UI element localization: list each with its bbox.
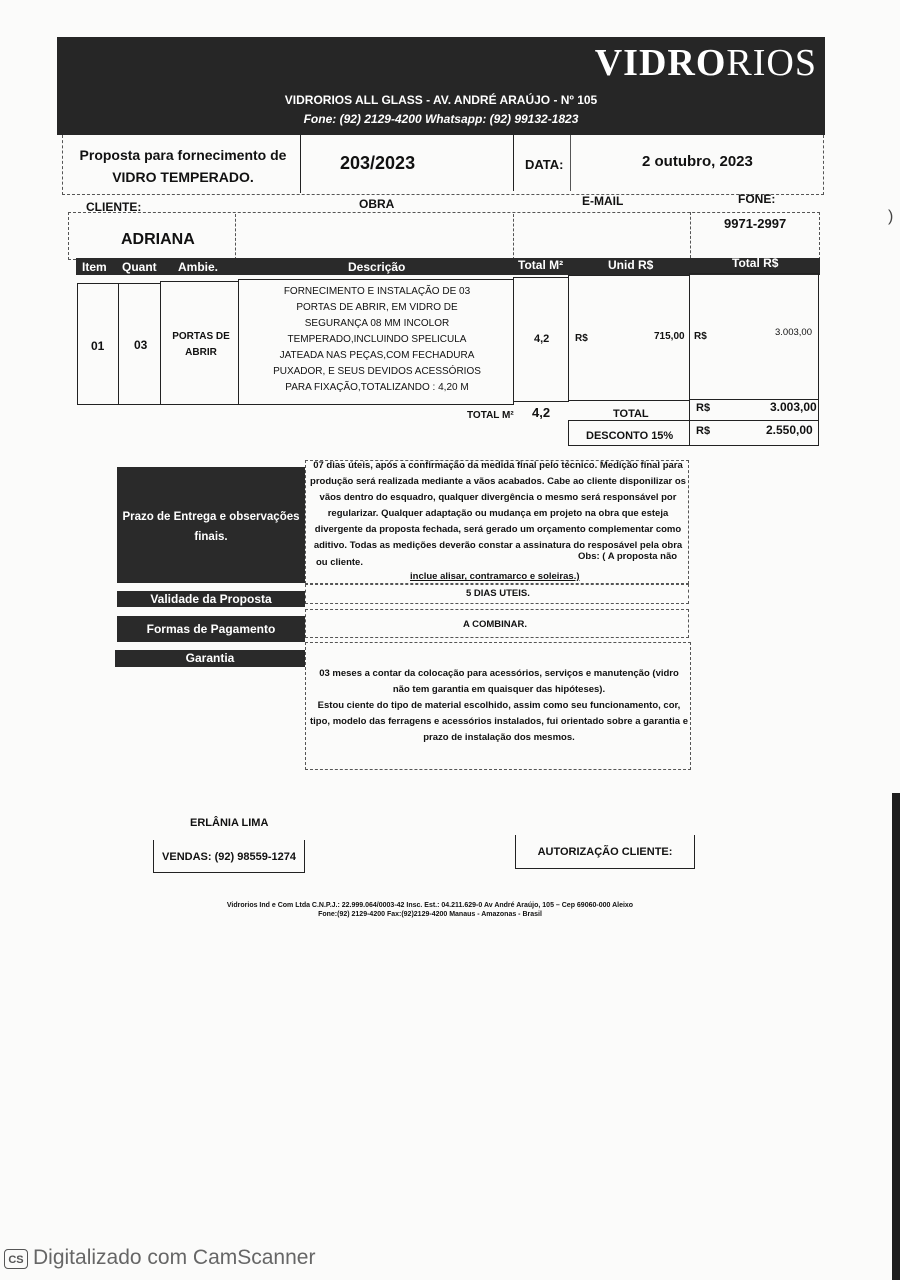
client-name: ADRIANA <box>121 231 195 248</box>
row-unid-value: 715,00 <box>654 331 685 342</box>
client-authorization-box: AUTORIZAÇÃO CLIENTE: <box>515 835 695 869</box>
divider <box>513 214 514 260</box>
prazo-label: Prazo de Entrega e observações finais. <box>117 467 305 583</box>
description-line: PARA FIXAÇÃO,TOTALIZANDO : 4,20 M <box>285 382 469 393</box>
company-phones: Fone: (92) 2129-4200 Whatsapp: (92) 99132-1823 <box>303 112 579 126</box>
row-total-currency: R$ <box>694 331 707 342</box>
obra-label: OBRA <box>359 197 395 211</box>
divider <box>513 135 514 191</box>
col-ambiente: Ambie. <box>178 260 219 274</box>
validade-label: Validade da Proposta <box>117 591 305 607</box>
discount-currency: R$ <box>696 425 711 437</box>
company-address: VIDRORIOS ALL GLASS - AV. ANDRÉ ARAÚJO - Nº 105 <box>284 93 598 107</box>
prazo-obs: Obs: ( A proposta não <box>578 551 678 562</box>
client-label: CLIENTE: <box>86 200 142 214</box>
email-label: E-MAIL <box>582 194 624 208</box>
col-quant: Quant <box>122 260 157 274</box>
pagamento-label: Formas de Pagamento <box>117 616 305 642</box>
scan-edge-mark: ) <box>888 208 894 225</box>
camscanner-watermark: Digitalizado com CamScanner <box>33 1246 316 1269</box>
divider <box>570 135 571 191</box>
header-banner <box>57 37 825 135</box>
row-description <box>242 284 512 396</box>
row-unid-currency: R$ <box>575 333 588 344</box>
col-unid: Unid R$ <box>608 258 654 272</box>
date-label: DATA: <box>525 157 564 172</box>
divider <box>690 212 691 258</box>
row-ambiente: PORTAS DE ABRIR <box>172 331 230 358</box>
discount-value: 2.550,00 <box>766 423 813 437</box>
description-line: FORNECIMENTO E INSTALAÇÃO DE 03 <box>283 286 471 297</box>
fone-label: FONE: <box>738 192 776 206</box>
client-phone: 9971-2997 <box>724 216 787 231</box>
total-m2-value: 4,2 <box>532 405 551 420</box>
prazo-obs-end: inclue alisar, contramarco e soleiras.) <box>410 571 580 582</box>
seller-name: ERLÂNIA LIMA <box>190 817 269 829</box>
row-total-value: 3.003,00 <box>775 327 812 338</box>
row-item: 01 <box>91 339 105 353</box>
divider <box>300 135 301 193</box>
description-line: PORTAS DE ABRIR, EM VIDRO DE <box>296 302 458 313</box>
company-logo: VIDRORIOS <box>594 42 817 84</box>
col-total: Total R$ <box>732 256 779 270</box>
divider <box>235 214 236 260</box>
validade-value: 5 DIAS UTEIS. <box>466 588 530 599</box>
garantia-label: Garantia <box>115 650 305 667</box>
camscanner-cs-icon: CS <box>4 1249 28 1269</box>
proposal-title: Proposta para fornecimento de VIDRO TEMPERADO. <box>79 147 287 185</box>
total-value: 3.003,00 <box>770 400 817 414</box>
total-currency: R$ <box>696 402 711 414</box>
pagamento-value: A COMBINAR. <box>463 619 528 630</box>
scan-edge-shadow <box>892 793 900 1280</box>
col-descricao: Descrição <box>348 260 406 274</box>
description-line: SEGURANÇA 08 MM INCOLOR <box>304 318 450 329</box>
col-item: Item <box>82 260 107 274</box>
description-line: PUXADOR, E SEUS DEVIDOS ACESSÓRIOS <box>273 366 481 377</box>
divider <box>689 420 690 446</box>
total-label: TOTAL <box>613 408 649 420</box>
total-m2-label: TOTAL M² <box>467 410 514 421</box>
seller-phone-box: VENDAS: (92) 98559-1274 <box>153 840 305 873</box>
discount-label: DESCONTO 15% <box>586 430 674 442</box>
footer-company-info: Vidrorios Ind e Com Ltda C.N.P.J.: 22.999.064/0003-42 Insc. Est.: 04.211.629-0 Av André Araújo, 105 – Cep 69060-000 Aleixo Fone:(92) 2129-4200 Fax:(92)2129-4200 Manaus - Amazonas - Brasil <box>226 902 634 918</box>
description-line: TEMPERADO,INCLUINDO SPELICULA <box>287 334 467 345</box>
prazo-text: 07 dias úteis, após a confirmação da medida final pelo técnico. Medição final para produção será realizada mediante a vãos acabados. Cabe ao cliente disponilizar os vãos dentro do esquadro, qualquer divergência o mesmo será responsável por regularizar. Qualquer adaptação ou mudança em projeto na obra que esteja divergente da proposta fechada, será gerado um orçamento complementar como aditivo. Todas as medições deverão constar a assinatura do resposável pela obra <box>310 460 686 551</box>
prazo-text-end: ou cliente. <box>316 557 363 568</box>
row-total-m2: 4,2 <box>534 333 550 345</box>
proposal-number: 203/2023 <box>340 153 416 173</box>
garantia-text: 03 meses a contar da colocação para acessórios, serviços e manutenção (vidro não tem garantia em quaisquer das hipóteses). Estou ciente do tipo de material escolhido, assim como seu funcionamento, cor, tipo, modelo das ferragens e acessórios instalados, fui orientado sobre a garantia e prazo de instalação dos mesmos. <box>310 668 688 743</box>
description-line: JATEADA NAS PEÇAS,COM FECHADURA <box>279 350 475 361</box>
date-value: 2 outubro, 2023 <box>642 153 753 170</box>
row-quant: 03 <box>134 338 148 352</box>
col-total-m2: Total M² <box>518 258 564 272</box>
